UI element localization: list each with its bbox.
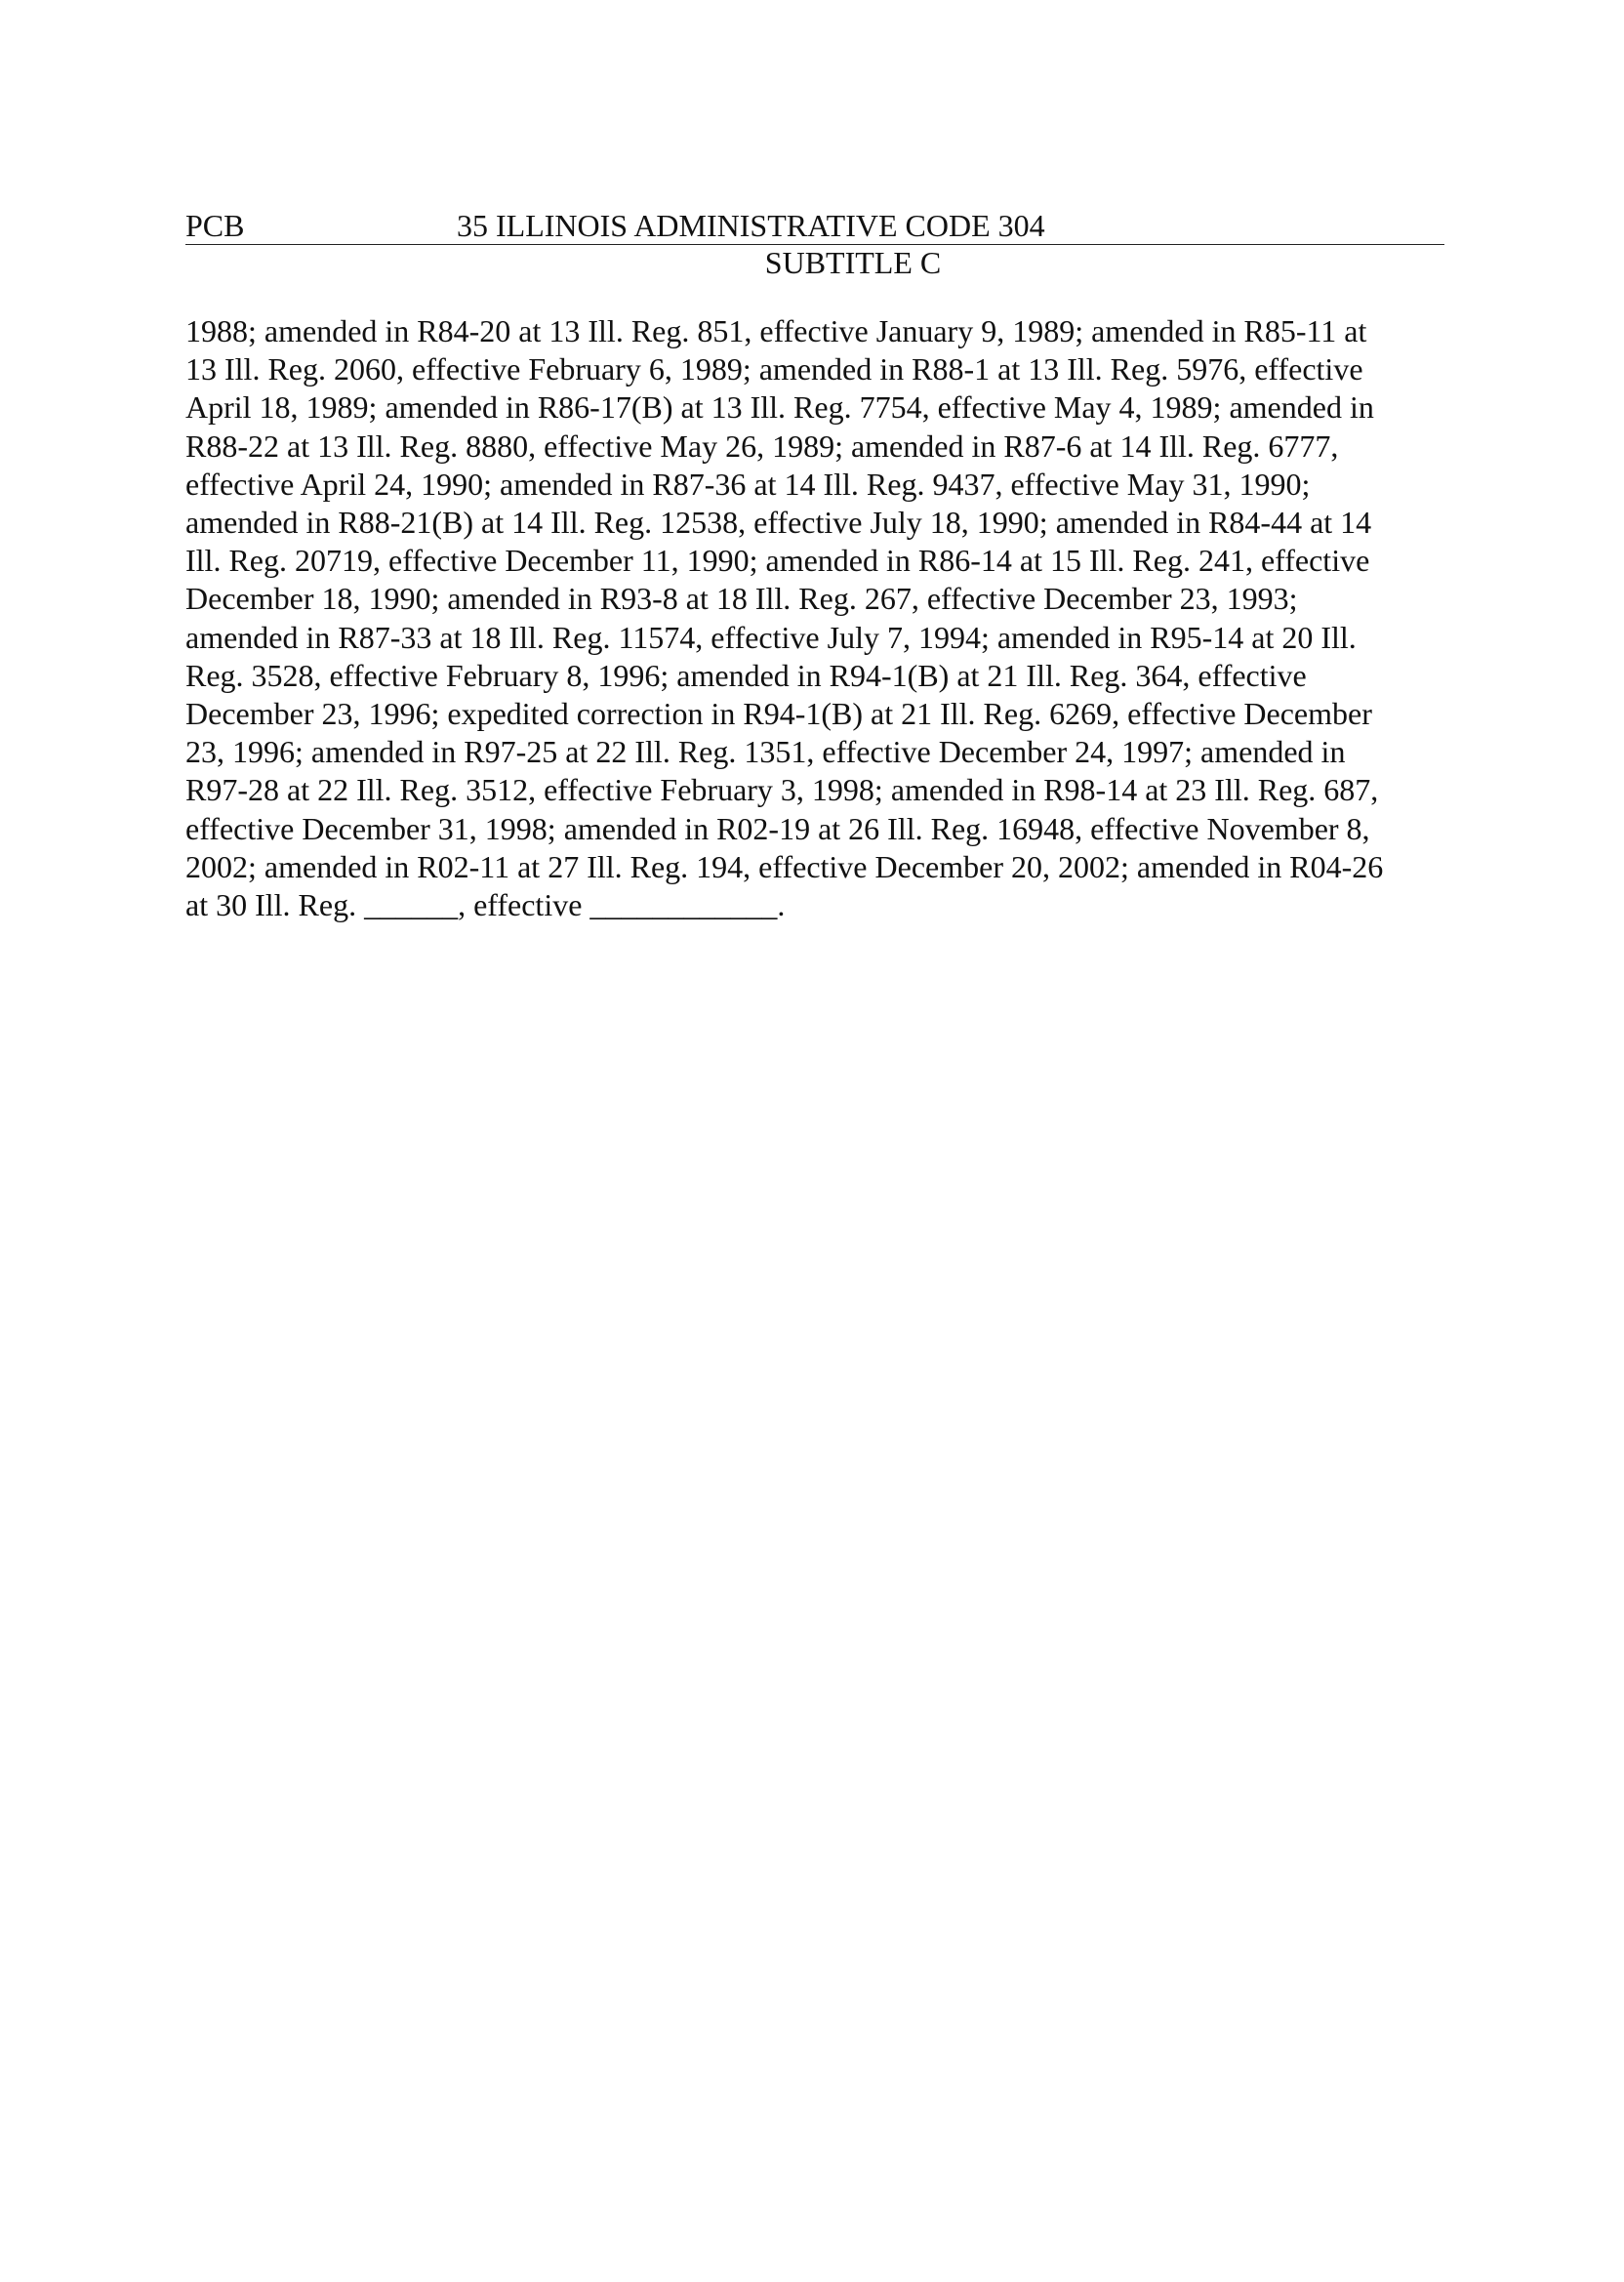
agency-label: PCB <box>185 208 245 243</box>
code-title: 35 ILLINOIS ADMINISTRATIVE CODE 304 <box>457 208 1045 243</box>
source-history-paragraph: 1988; amended in R84-20 at 13 Ill. Reg. 851, effective January 9, 1989; amended in R85-11 at 13 Ill. Reg. 2060, effective February 6, 1989; amended in R88-1 at 13 Ill. Reg. 5976, effective April 18, 1989; amended in R86-17(B) at 13 Ill. Reg. 7754, effective May 4, 1989; amended in R88-22 at 13 Ill. Reg. 8880, effective May 26, 1989; amended in R87-6 at 14 Ill. Reg. 6777, effective April 24, 1990; amended in R87-36 at 14 Ill. Reg. 9437, effective May 31, 1990; amended in R88-21(B) at 14 Ill. Reg. 12538, effective July 18, 1990; amended in R84-44 at 14 Ill. Reg. 20719, effective December 11, 1990; amended in R86-14 at 15 Ill. Reg. 241, effective December 18, 1990; amended in R93-8 at 18 Ill. Reg. 267, effective December 23, 1993; amended in R87-33 at 18 Ill. Reg. 11574, effective July 7, 1994; amended in R95-14 at 20 Ill. Reg. 3528, effective February 8, 1996; amended in R94-1(B) at 21 Ill. Reg. 364, effective December 23, 1996; expedited correction in R94-1(B) at 21 Ill. Reg. 6269, effective December 23, 1996; amended in R97-25 at 22 Ill. Reg. 1351, effective December 24, 1997; amended in R97-28 at 22 Ill. Reg. 3512, effective February 3, 1998; amended in R98-14 at 23 Ill. Reg. 687, effective December 31, 1998; amended in R02-19 at 26 Ill. Reg. 16948, effective November 8, 2002; amended in R02-11 at 27 Ill. Reg. 194, effective December 20, 2002; amended in R04-26 at 30 Ill. Reg. ______, effective ____________. <box>185 313 1384 923</box>
subtitle: SUBTITLE C <box>764 245 942 280</box>
page-header <box>185 207 1444 280</box>
header-rule-line <box>185 207 1444 245</box>
